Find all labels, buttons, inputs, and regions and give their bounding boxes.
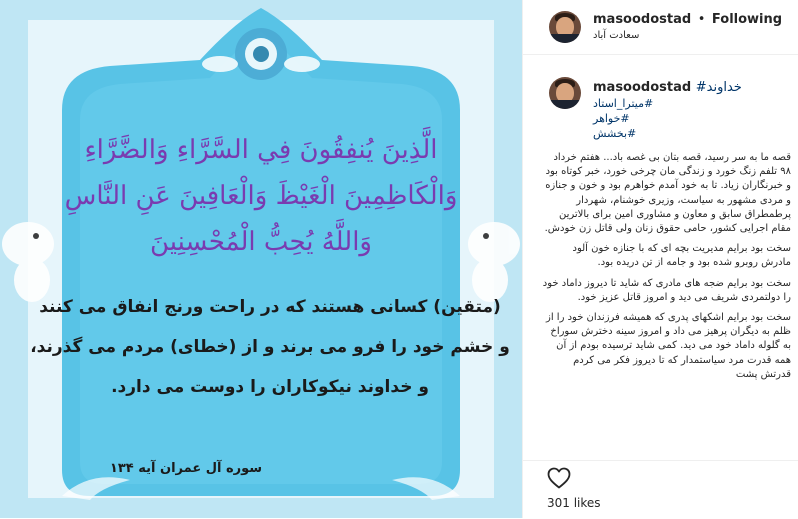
location-link[interactable]: سعادت آباد bbox=[593, 30, 640, 41]
caption-username[interactable]: masoodostad bbox=[593, 80, 692, 95]
hashtag-list bbox=[593, 96, 713, 141]
following-button[interactable]: Following bbox=[711, 12, 783, 27]
caption-paragraph: سخت بود برایم اشکهای پدری که همیشه فرزندان خود را از ظلم به دیگران پرهیز می داد و امروز سینه دخترش سوراخ به گلوله داماد خود می دید. کمی شاید ترسیده بودم از آن همه قدرت مرد سیاستمدار که تا دیروز فکر می کردم قدرتش پشت bbox=[546, 312, 791, 380]
caption-area[interactable] bbox=[523, 55, 798, 460]
likes-count[interactable]: 301 likes bbox=[547, 496, 601, 510]
verse-line-2: وَالْكَاظِمِينَ الْغَيْظَ وَالْعَافِينَ عَنِ النَّاسِ bbox=[64, 181, 458, 211]
caption-paragraph: سخت بود برایم مدیریت بچه ای که با جنازه خون آلود مادرش روبرو شده بود و جامه از تن دریده بود. bbox=[572, 243, 791, 269]
post-actions bbox=[523, 460, 798, 519]
caption-paragraph: قصه ما به سر رسید، قصه بتان بی غصه باد... هفتم خرداد ۹۸ تلفم زنگ خورد و زندگی مان چرخی خورد، خبر کوتاه بود و خبرنگاران زیاد. تا به خود آمدم خواهرم بود و خون و جنازه و مردی مشهور به سیاست، وزیری خوشنام، شهردار پرطمطراق سابق و معاون و مشاوری امین برای بالاترین مقام اجرایی کشور، حامی حقوق زنان ولی قاتل زن خودش. bbox=[544, 152, 791, 235]
translation-line-1: (متقین) کسانی هستند که در راحت ورنج انفاق می کنند bbox=[39, 297, 501, 317]
caption-paragraph: سخت بود برایم ضجه های مادری که شاید تا دیروز داماد خود را دولتمردی شریف می دید و امروز قاتل عزیز خود. bbox=[542, 277, 791, 303]
hashtag-link[interactable]: #خواهر bbox=[593, 112, 630, 125]
avatar[interactable] bbox=[549, 11, 581, 43]
caption-body bbox=[541, 151, 791, 388]
caption-header bbox=[593, 80, 742, 95]
header-username[interactable]: masoodostad bbox=[593, 12, 692, 27]
translation-line-3: و خداوند نیکوکاران را دوست می دارد. bbox=[111, 377, 429, 397]
hashtag-link[interactable]: #میترا_استاد bbox=[593, 97, 654, 110]
verse-line-1: الَّذِينَ يُنفِقُونَ فِي السَّرَّاءِ وَالضَّرَّاءِ bbox=[84, 135, 438, 165]
post-sidebar bbox=[522, 0, 798, 518]
caption-avatar[interactable] bbox=[549, 77, 581, 109]
hashtag-link[interactable]: #خداوند bbox=[695, 80, 742, 95]
verse-reference: سوره آل عمران آیه ۱۳۴ bbox=[109, 461, 263, 476]
verse-line-3: وَاللَّهُ يُحِبُّ الْمُحْسِنِينَ bbox=[150, 227, 372, 257]
header-username-row bbox=[593, 12, 782, 27]
hashtag-link[interactable]: #بخشش bbox=[593, 127, 637, 140]
translation-line-2: و خشم خود را فرو می برند و از (خطای) مردم می گذرند، bbox=[30, 337, 510, 357]
heart-icon[interactable] bbox=[547, 467, 573, 491]
post-header bbox=[523, 0, 798, 55]
separator-dot: • bbox=[697, 12, 706, 27]
